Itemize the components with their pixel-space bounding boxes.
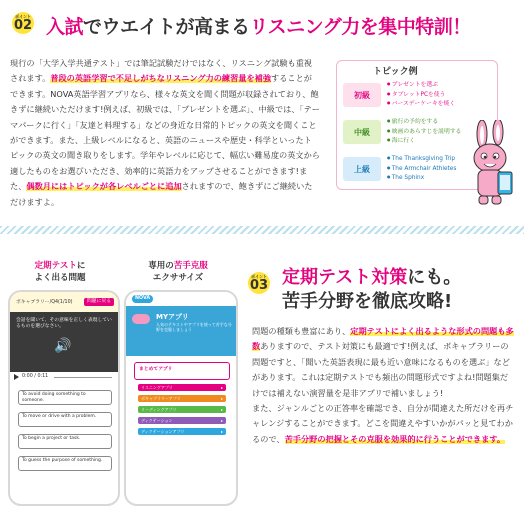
highlight-text: 偶数月にはトピックが各レベルごとに追加	[26, 181, 182, 192]
heading-part-1: 入試	[46, 16, 84, 38]
video-player: 会話を聞いて、その意味を正しく表現しているものを選びなさい。 🔊	[10, 312, 118, 372]
app-list-item[interactable]: ディクテーションアプリ ▸	[138, 428, 226, 435]
my-app-banner: MYアプリ 人気のテキストやアプリを使って苦手な分野を克服しましょう	[126, 306, 236, 356]
phone-1-header: ボキャブラリー/Q4(1/10) 問題に戻る	[10, 292, 118, 312]
body-text: ありますので、テスト対策にも最適です!例えば、ボキャブラリーの問題ですと、「聞いた英語表現に最も近い意味になるものを選ぶ」などがあります。これは定期テストでも頻出の問題形式ですよね!問題集だけでは補えない演習量を是非アプリで補いましょう!	[252, 341, 510, 398]
section-02-heading	[46, 12, 471, 39]
answer-option[interactable]: To move or drive with a problem.	[18, 412, 112, 427]
level-label: 中級	[343, 120, 381, 144]
section-divider	[0, 226, 524, 234]
highlight-text: 定期テストによく出るような形式の問題も多数	[252, 326, 514, 352]
topic-box-title: トピック例	[373, 67, 418, 77]
section-03-body	[252, 324, 514, 447]
audio-progress[interactable]: 0:00 / 0:11	[10, 372, 118, 382]
phone-1-caption: 定期テストに よく出る問題	[34, 261, 86, 283]
body-text: 問題の種類も豊富にあり、	[252, 326, 351, 336]
nova-logo: NOVA	[132, 295, 153, 303]
body-text: 現行の「大学入学共通テスト」では筆記試験だけではなく、リスニング試験も重視されます。	[10, 58, 313, 84]
app-list-item[interactable]: リーディングアプリ ▸	[138, 406, 226, 413]
answer-option[interactable]: To guess the purpose of something.	[18, 456, 112, 471]
pill-icon	[132, 314, 150, 324]
heading-part-2: でウエイトが高まる	[83, 16, 250, 38]
play-icon[interactable]	[14, 374, 19, 380]
body-text: されますので、飽きずにご継続いただけますよ。	[10, 181, 313, 207]
app-list-item[interactable]: ディクテーション ▸	[138, 417, 226, 424]
back-to-question-button[interactable]: 問題に戻る	[84, 298, 114, 306]
phone-1-screen	[8, 290, 120, 506]
section-03-heading: 定期テスト対策にも。 苦手分野を徹底攻略!	[282, 267, 462, 312]
app-list-item[interactable]: ボキャブラリーアプリ ▸	[138, 395, 226, 402]
heading-part-3: リスニング力を集中特訓！	[249, 16, 471, 38]
answer-option[interactable]: To begin a project or task.	[18, 434, 112, 449]
highlight-text: 苦手分野の把握とその克服を効果的に行うことができます。	[284, 433, 506, 444]
body-text: することができます。NOVA英語学習アプリなら、様々な英文を聞く問題が収録されており、飽きずに継続いただけます!例えば、初級では、「プレゼントを選ぶ」、中級では、「テーマパークに行く」「友達と料理する」などの身近な日常的トピックの英文を聞くことができます。また、上級レベルになると、英語のニュースや歴史・科学といったトピックの英文の聞き取りをします。学年やレベルに応じて、幅広い難易度の英文から適したものをお選びいただき、効率的に英語力をアップさせることができます!また、	[10, 73, 320, 192]
answer-option[interactable]: To avoid doing something to someone.	[18, 390, 112, 405]
summary-app-item[interactable]: まとめてアプリ	[134, 362, 230, 380]
app-list-item[interactable]: リスニングアプリ ▸	[138, 384, 226, 391]
section-02-body	[10, 56, 320, 210]
topic-row-shokyu	[341, 79, 497, 111]
bunny-mascot-illustration	[460, 120, 522, 208]
topic-items: ● プレゼントを選ぶ ● タブレットPCを使う ● バースデーケーキを焼く	[387, 80, 455, 109]
speaker-icon[interactable]: 🔊	[54, 338, 72, 354]
point-badge-03: ポイント 03	[246, 270, 272, 296]
phone-2-screen	[124, 290, 238, 506]
level-label: 上級	[343, 157, 381, 181]
body-text: また、ジャンルごとの正答率を確認でき、自分が間違えた所だけを再チャレンジすることができます。どこを間違えやすいかがパッと見てわかるので、	[252, 403, 514, 444]
level-label: 初級	[343, 83, 381, 107]
highlight-text: 普段の英語学習で不足しがちなリスニング力の練習量を補強	[50, 73, 272, 84]
phone-2-caption: 専用の苦手克服 エクササイズ	[148, 261, 208, 283]
topic-items: ● The Thanksgiving Trip ● The Armchair Athletes ● The Sphinx	[387, 154, 456, 183]
point-badge-02: ポイント 02	[10, 10, 36, 36]
topic-items: ● 旅行の予約をする ● 映画のあらすじを説明する ● 海に行く	[387, 117, 461, 146]
phone-2-header	[126, 292, 236, 306]
